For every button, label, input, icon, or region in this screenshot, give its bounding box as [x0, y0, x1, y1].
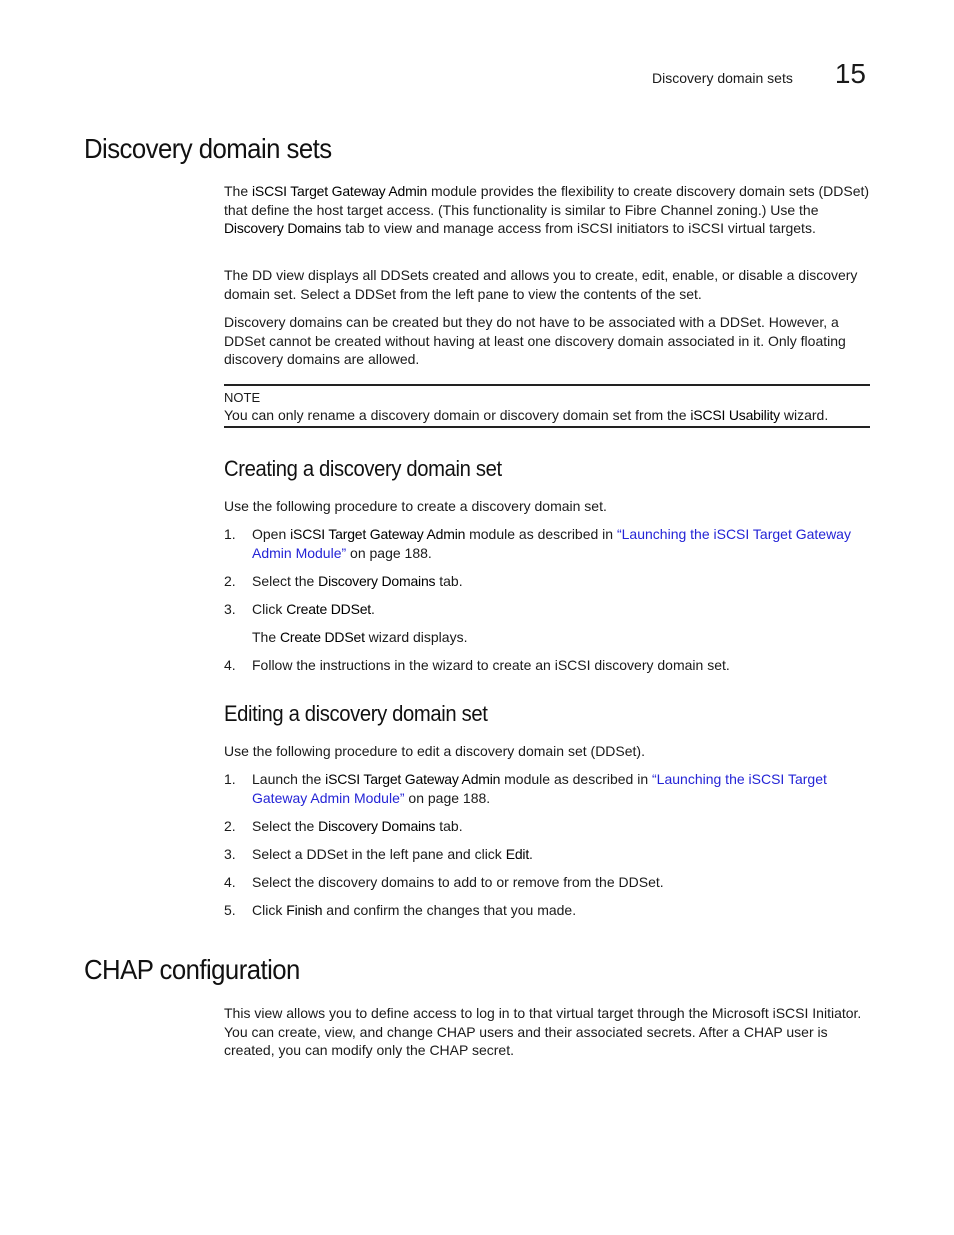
running-header [652, 58, 866, 90]
chap-paragraph: This view allows you to define access to log in to that virtual target through the Microsoft iSCSI Initiator. You can create, view, and change CHAP users and their associated secrets. After a CHAP user is created, you can modify only the CHAP secret. [224, 1005, 862, 1059]
launching-module-link[interactable]: “Launching the iSCSI Target Gateway Admin Module” [252, 526, 851, 561]
heading-discovery-domain-sets: Discovery domain sets [84, 133, 332, 164]
ui-term: Create DDSet [280, 629, 365, 645]
list-item: 4. Select the discovery domains to add to or remove from the DDSet. [224, 874, 664, 890]
dds-paragraph-3: Discovery domains can be created but they do not have to be associated with a DDSet. However, a DDSet cannot be created without having at least one discovery domain associated in it. Only floating discovery domains are allowed. [224, 314, 846, 368]
list-item: 4. Follow the instructions in the wizard to create an iSCSI discovery domain set. [224, 657, 730, 673]
launching-module-link[interactable]: “Launching the iSCSI Target Gateway Admin Module” [252, 771, 827, 806]
dds-paragraph-1: The iSCSI Target Gateway Admin module provides the flexibility to create discovery domain sets (DDSet) that define the host target access. (This functionality is similar to Fibre Channel zoning.) Use the Discovery Domains tab to view and manage access from iSCSI initiators to iSCSI virtual targets. [224, 183, 870, 237]
note-box [224, 384, 870, 428]
ui-term: iSCSI Target Gateway Admin [290, 526, 466, 542]
list-item: 2. Select the Discovery Domains tab. [224, 818, 463, 834]
heading-chap-configuration: CHAP configuration [84, 954, 300, 985]
note-label: NOTE [224, 390, 261, 405]
list-item: 5. Click Finish and confirm the changes that you made. [224, 902, 577, 918]
ui-term: iSCSI Target Gateway Admin [252, 183, 428, 199]
ui-term: Discovery Domains [318, 818, 436, 834]
chapter-number: 15 [834, 58, 866, 89]
ui-term: iSCSI Target Gateway Admin [325, 771, 501, 787]
ui-term: Discovery Domains [224, 220, 342, 237]
ui-term: Finish [286, 902, 323, 918]
creating-intro: Use the following procedure to create a discovery domain set. [224, 498, 607, 514]
ui-term: Edit [505, 846, 530, 862]
step-result: The Create DDSet wizard displays. [252, 629, 468, 645]
ui-term: iSCSI Usability [690, 407, 780, 423]
list-item: 1. Launch the iSCSI Target Gateway Admin module as described in “Launching the iSCSI Target Gateway Admin Module” on page 188. [224, 771, 827, 806]
list-item: 2. Select the Discovery Domains tab. [224, 573, 463, 589]
list-item: 1. Open iSCSI Target Gateway Admin module as described in “Launching the iSCSI Target Gateway Admin Module” on page 188. [224, 526, 851, 561]
list-item: 3. Click Create DDSet. [224, 601, 375, 617]
ui-term: Discovery Domains [318, 573, 436, 589]
heading-creating-ddset: Creating a discovery domain set [224, 456, 502, 481]
heading-editing-ddset: Editing a discovery domain set [224, 701, 488, 726]
note-text: You can only rename a discovery domain or discovery domain set from the iSCSI Usability wizard. [224, 407, 829, 423]
list-item: 3. Select a DDSet in the left pane and click Edit. [224, 846, 533, 862]
editing-intro: Use the following procedure to edit a discovery domain set (DDSet). [224, 743, 645, 759]
dds-paragraph-2: The DD view displays all DDSets created and allows you to create, edit, enable, or disable a discovery domain set. Select a DDSet from the left pane to view the contents of the set. [224, 267, 858, 302]
running-header-title: Discovery domain sets [652, 70, 793, 86]
ui-term: Create DDSet [286, 601, 371, 617]
